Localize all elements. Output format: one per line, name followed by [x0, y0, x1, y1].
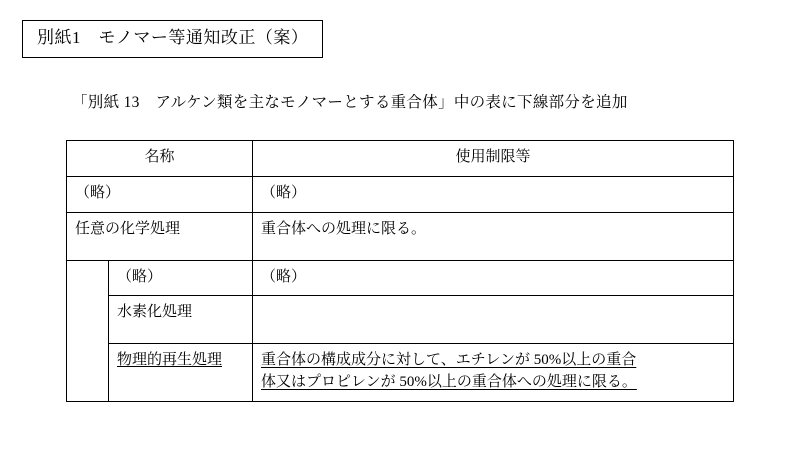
table-row: [67, 296, 734, 344]
document-title-box: 別紙1 モノマー等通知改正（案）: [22, 20, 323, 58]
column-header-name: 名称: [67, 141, 253, 177]
table-header-row: [67, 141, 734, 177]
table-row: [67, 212, 734, 260]
cell-name: （略）: [109, 260, 253, 296]
table-row: [67, 344, 734, 402]
cell-name: 水素化処理: [109, 296, 253, 344]
cell-name: 任意の化学処理: [67, 212, 253, 260]
cell-restriction: 重合体への処理に限る。: [253, 212, 734, 260]
table-row: [67, 260, 734, 296]
cell-name-underlined: 物理的再生処理: [109, 344, 253, 402]
column-header-restriction: 使用制限等: [253, 141, 734, 177]
cell-restriction: （略）: [253, 176, 734, 212]
row-group-spacer: [67, 260, 109, 401]
cell-restriction: [253, 296, 734, 344]
table-row: [67, 176, 734, 212]
restriction-line-1: 重合体の構成成分に対して、エチレンが 50%以上の重合: [261, 352, 637, 369]
lead-paragraph: 「別紙 13 アルケン類を主なモノマーとする重合体」中の表に下線部分を追加: [72, 94, 628, 111]
cell-restriction: （略）: [253, 260, 734, 296]
table-container: [66, 140, 734, 402]
cell-restriction-underlined: [253, 344, 734, 402]
cell-name: （略）: [67, 176, 253, 212]
restriction-line-2: 体又はプロピレンが 50%以上の重合体への処理に限る。: [261, 374, 637, 390]
amendment-table: [66, 140, 734, 402]
